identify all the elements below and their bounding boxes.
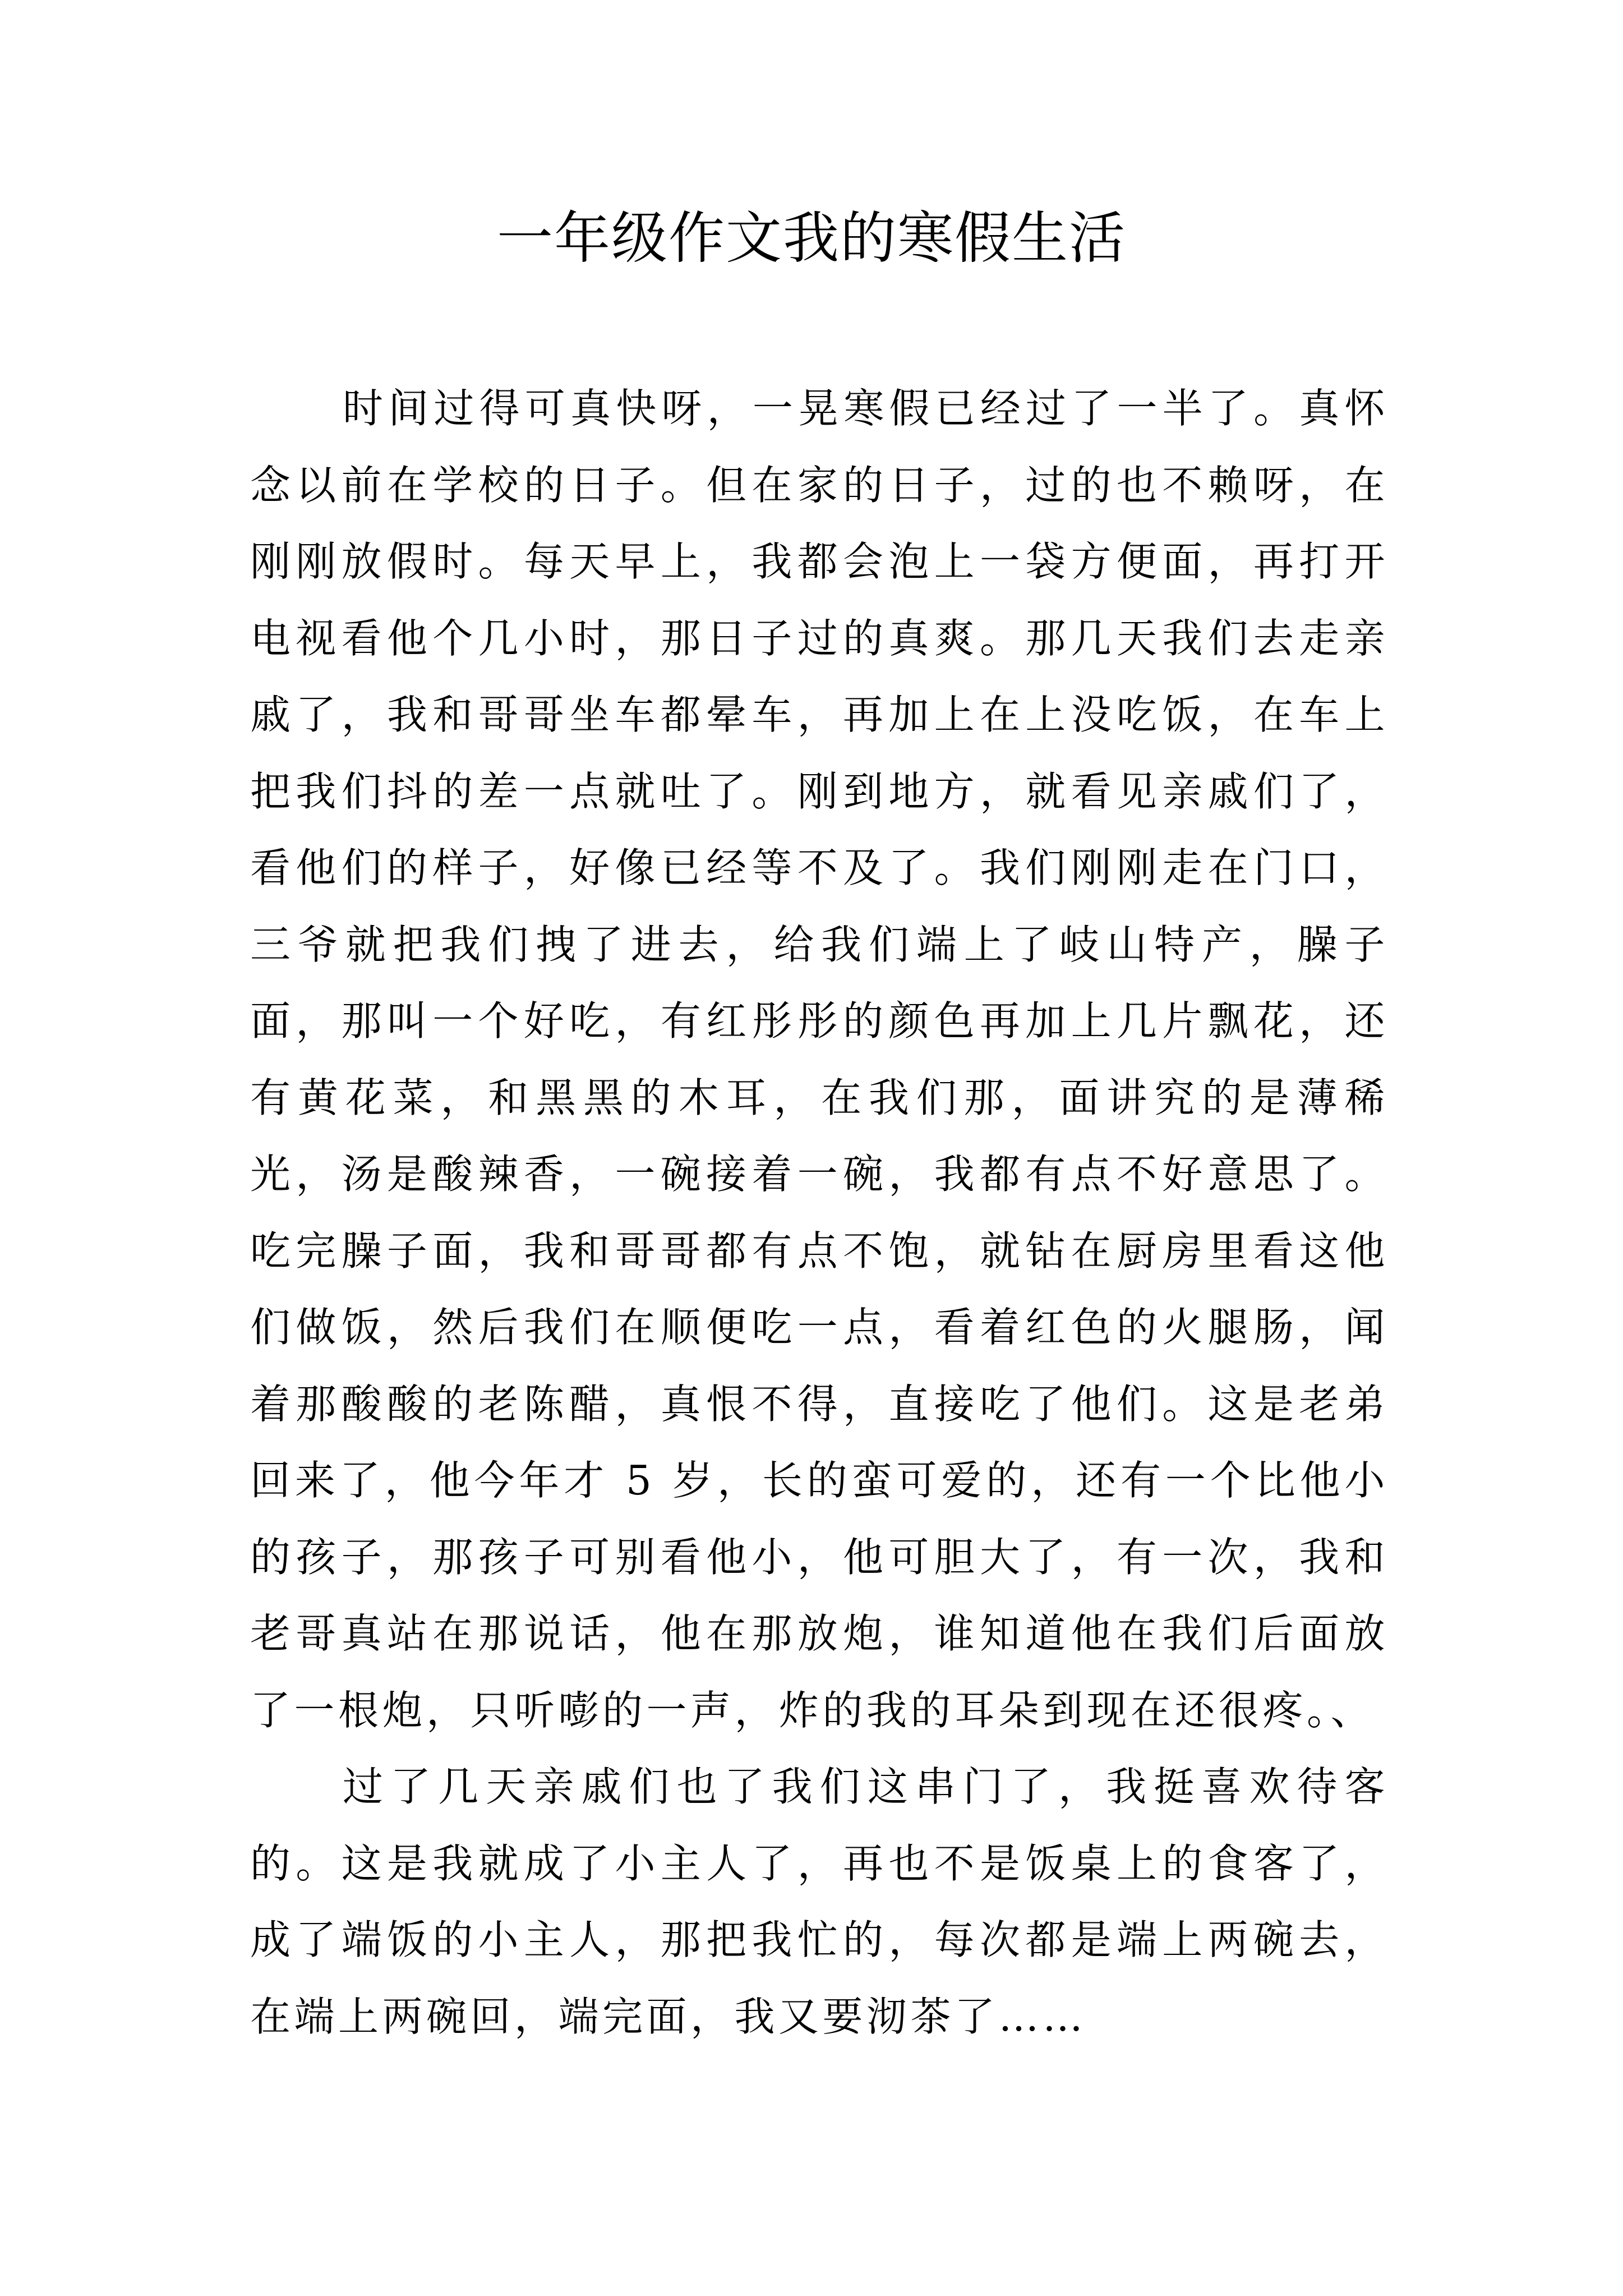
- document-title: 一年级作文我的寒假生活: [497, 205, 1126, 271]
- paragraph-1: 时间过得可真快呀，一晃寒假已经过了一半了。真怀念以前在学校的日子。但在家的日子，过的也不赖呀，在刚刚放假时。每天早上，我都会泡上一袋方便面，再打开电视看他个几小时，那日子过的真爽。那几天我们去走亲戚了，我和哥哥坐车都晕车，再加上在上没吃饭，在车上把我们抖的差一点就吐了。刚到地方，就看见亲戚们了，看他们的样子，好像已经等不及了。我们刚刚走在门口，三爷就把我们拽了进去，给我们端上了岐山特产，臊子面，那叫一个好吃，有红彤彤的颜色再加上几片飘花，还有黄花菜，和黑黑的木耳，在我们那，面讲究的是薄稀光，汤是酸辣香，一碗接着一碗，我都有点不好意思了。吃完臊子面，我和哥哥都有点不饱，就钻在厨房里看这他们做饭，然后我们在顺便吃一点，看着红色的火腿肠，闻着那酸酸的老陈醋，真恨不得，直接吃了他们。这是老弟回来了，他今年才 5 岁，长的蛮可爱的，还有一个比他小的孩子，那孩子可别看他小，他可胆大了，有一次，我和老哥真站在那说话，他在那放炮，谁知道他在我们后面放了一根炮，只听嘭的一声，炸的我的耳朵到现在还很疼。、: [250, 385, 1389, 1734]
- paragraph-2: 过了几天亲戚们也了我们这串门了，我挺喜欢待客的。这是我就成了小主人了，再也不是饭桌上的食客了，成了端饭的小主人，那把我忙的，每次都是端上两碗去，在端上两碗回，端完面，我又要沏茶了……: [250, 1763, 1389, 2040]
- document-body: [250, 370, 1389, 2055]
